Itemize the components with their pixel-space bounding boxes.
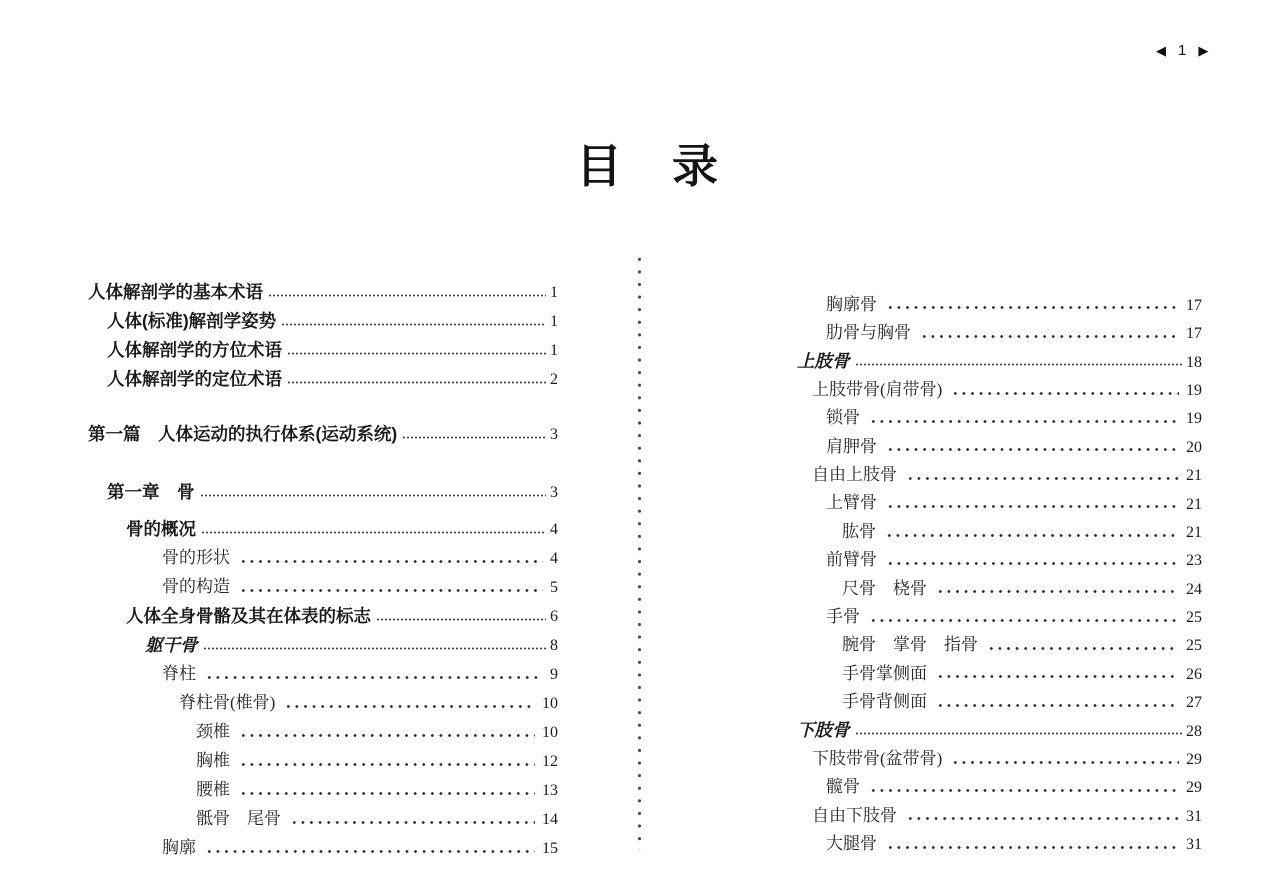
dot-leader xyxy=(920,334,1179,339)
toc-entry-page: 19 xyxy=(1186,410,1202,428)
toc-entry-page: 3 xyxy=(550,484,558,502)
toc-entry xyxy=(797,828,1202,856)
dot-leader xyxy=(869,618,1179,623)
toc-entry-page: 4 xyxy=(550,550,558,568)
dot-leader xyxy=(205,849,535,854)
toc-entry-text: 自由下肢骨 xyxy=(812,805,897,825)
toc-entry xyxy=(797,545,1202,573)
toc-entry-text: 骨的概况 xyxy=(126,518,196,539)
toc-entry xyxy=(797,317,1202,345)
prev-page-button[interactable]: ◀ xyxy=(1156,43,1166,58)
toc-entry xyxy=(797,431,1202,459)
toc-entry xyxy=(88,571,558,600)
toc-entry-text: 上肢骨 xyxy=(797,350,850,371)
toc-entry-text: 胸椎 xyxy=(196,751,230,771)
toc-entry-text: 上臂骨 xyxy=(826,493,877,513)
toc-entry xyxy=(88,305,558,334)
toc-entry-page: 1 xyxy=(550,313,558,331)
toc-entry xyxy=(797,686,1202,714)
toc-entry-text: 肋骨与胸骨 xyxy=(826,323,911,343)
toc-entry xyxy=(88,687,558,716)
toc-entry-page: 23 xyxy=(1186,552,1202,570)
toc-entry-text: 第一章 骨 xyxy=(107,481,195,502)
toc-entry-page: 9 xyxy=(550,666,558,684)
toc-entry-page: 31 xyxy=(1186,836,1202,854)
toc-entry xyxy=(88,803,558,832)
toc-entry xyxy=(88,600,558,629)
toc-entry-page: 5 xyxy=(550,579,558,597)
dot-leader xyxy=(376,617,546,622)
toc-entry-text: 骨的形状 xyxy=(162,548,230,568)
toc-entry xyxy=(797,658,1202,686)
toc-entry-page: 17 xyxy=(1186,325,1202,343)
toc-entry xyxy=(88,363,558,392)
toc-entry-text: 骶骨 尾骨 xyxy=(196,809,281,829)
toc-entry xyxy=(797,289,1202,317)
toc-entry-page: 3 xyxy=(550,426,558,444)
toc-entry-page: 28 xyxy=(1186,722,1202,740)
toc-entry xyxy=(88,774,558,803)
toc-entry-text: 骨的构造 xyxy=(162,577,230,597)
dot-leader xyxy=(203,646,547,651)
dot-leader xyxy=(869,788,1179,793)
toc-entry-page: 20 xyxy=(1186,438,1202,456)
toc-entry-text: 胸廓 xyxy=(162,838,196,858)
toc-entry-page: 10 xyxy=(542,695,558,713)
toc-entry-text: 手骨背侧面 xyxy=(842,692,927,712)
toc-entry-text: 脊柱骨(椎骨) xyxy=(179,693,276,713)
toc-entry xyxy=(797,459,1202,487)
toc-entry xyxy=(88,513,558,542)
toc-entry xyxy=(797,346,1202,374)
toc-entry xyxy=(797,403,1202,431)
toc-entry-page: 21 xyxy=(1186,523,1202,541)
dot-leader xyxy=(886,845,1179,850)
dot-leader xyxy=(287,380,546,385)
dot-leader xyxy=(239,559,543,564)
toc-entry-text: 下肢带骨(盆带骨) xyxy=(812,748,943,768)
dot-leader xyxy=(200,493,547,498)
toc-entry-text: 前臂骨 xyxy=(826,550,877,570)
toc-title: 目 录 xyxy=(576,140,720,192)
dot-leader xyxy=(205,675,543,680)
toc-entry xyxy=(88,542,558,571)
toc-entry xyxy=(88,418,558,447)
toc-entry-text: 手骨 xyxy=(826,607,860,626)
dot-leader xyxy=(239,762,535,767)
dot-leader xyxy=(284,704,535,709)
toc-entry-page: 2 xyxy=(550,371,558,389)
dot-leader xyxy=(886,305,1179,310)
toc-entry-text: 下肢骨 xyxy=(797,720,850,740)
toc-entry-text: 第一篇 人体运动的执行体系(运动系统) xyxy=(88,423,398,444)
toc-entry-page: 1 xyxy=(550,342,558,360)
toc-entry-page: 24 xyxy=(1186,580,1202,598)
toc-entry xyxy=(88,629,558,658)
toc-entry-page: 21 xyxy=(1186,467,1202,485)
dot-leader xyxy=(239,588,543,593)
toc-entry-text: 颈椎 xyxy=(196,722,230,742)
dot-leader xyxy=(855,362,1183,367)
toc-entry xyxy=(88,334,558,363)
toc-entry xyxy=(797,573,1202,601)
toc-entry-page: 21 xyxy=(1186,495,1202,513)
toc-entry-text: 尺骨 桡骨 xyxy=(842,578,927,598)
toc-entry-text: 髋骨 xyxy=(826,777,860,797)
toc-entry xyxy=(88,832,558,861)
toc-column-right xyxy=(797,289,1202,857)
toc-entry-text: 上肢带骨(肩带骨) xyxy=(812,379,943,399)
dot-leader xyxy=(268,293,546,298)
toc-entry-page: 17 xyxy=(1186,296,1202,314)
toc-column-left xyxy=(88,276,558,861)
toc-entry xyxy=(88,745,558,774)
toc-entry xyxy=(797,374,1202,402)
toc-entry-page: 1 xyxy=(550,284,558,302)
toc-entry-text: 人体解剖学的定位术语 xyxy=(107,368,282,389)
dot-leader xyxy=(886,447,1179,452)
toc-entry xyxy=(797,630,1202,658)
toc-entry-text: 锁骨 xyxy=(826,408,860,428)
toc-entry-page: 29 xyxy=(1186,779,1202,797)
toc-entry xyxy=(797,743,1202,771)
dot-leader xyxy=(906,476,1179,481)
toc-entry-page: 25 xyxy=(1186,609,1202,627)
toc-entry-page: 4 xyxy=(550,521,558,539)
toc-entry-text: 肱骨 xyxy=(842,521,876,541)
toc-entry-page: 27 xyxy=(1186,694,1202,712)
toc-entry-text: 肩胛骨 xyxy=(826,436,877,456)
toc-entry-page: 19 xyxy=(1186,381,1202,399)
dot-leader xyxy=(402,435,546,440)
dot-leader xyxy=(239,791,535,796)
dot-leader xyxy=(951,760,1179,765)
toc-entry-text: 腕骨 掌骨 指骨 xyxy=(842,635,978,655)
toc-entry xyxy=(797,715,1202,743)
column-divider-dotted-line xyxy=(637,253,642,850)
toc-entry xyxy=(88,276,558,305)
toc-entry-page: 6 xyxy=(550,608,558,626)
next-page-button[interactable]: ▶ xyxy=(1198,43,1209,58)
toc-entry-page: 25 xyxy=(1186,637,1202,655)
toc-entry-page: 26 xyxy=(1186,665,1202,683)
toc-entry-text: 人体(标准)解剖学姿势 xyxy=(107,310,277,331)
toc-entry-page: 10 xyxy=(542,724,558,742)
toc-entry-text: 手骨掌侧面 xyxy=(842,663,927,683)
toc-entry-text: 大腿骨 xyxy=(826,834,877,854)
page-number: 1 xyxy=(1178,42,1187,59)
toc-entry-text: 躯干骨 xyxy=(145,634,198,655)
dot-leader xyxy=(886,561,1179,566)
toc-entry-text: 胸廓骨 xyxy=(826,294,877,314)
toc-entry-text: 人体解剖学的基本术语 xyxy=(88,281,263,302)
toc-entry-page: 13 xyxy=(542,782,558,800)
toc-entry-page: 15 xyxy=(542,840,558,858)
dot-leader xyxy=(885,533,1179,538)
dot-leader xyxy=(886,504,1179,509)
toc-entry-page: 29 xyxy=(1186,751,1202,769)
dot-leader xyxy=(201,530,546,535)
toc-entry xyxy=(797,772,1202,800)
dot-leader xyxy=(281,322,546,327)
toc-entry xyxy=(88,658,558,687)
dot-leader xyxy=(936,674,1179,679)
toc-entry xyxy=(797,516,1202,544)
dot-leader xyxy=(951,391,1179,396)
toc-entry xyxy=(88,476,558,505)
dot-leader xyxy=(936,703,1179,708)
dot-leader xyxy=(906,816,1179,821)
toc-entry xyxy=(88,716,558,745)
toc-entry xyxy=(797,601,1202,629)
toc-entry-page: 31 xyxy=(1186,807,1202,825)
dot-leader xyxy=(936,589,1179,594)
toc-entry-page: 8 xyxy=(550,637,558,655)
toc-entry xyxy=(797,488,1202,516)
toc-entry-text: 人体解剖学的方位术语 xyxy=(107,339,282,360)
dot-leader xyxy=(290,820,535,825)
dot-leader xyxy=(869,419,1179,424)
page-navigation xyxy=(1156,42,1208,59)
dot-leader xyxy=(855,731,1183,736)
toc-entry-text: 腰椎 xyxy=(196,780,230,800)
toc-entry-page: 14 xyxy=(542,811,558,829)
toc-entry-page: 12 xyxy=(542,753,558,771)
toc-entry-page: 18 xyxy=(1186,353,1202,371)
dot-leader xyxy=(287,351,546,356)
dot-leader xyxy=(987,646,1179,651)
toc-entry-text: 自由上肢骨 xyxy=(812,465,897,485)
toc-entry xyxy=(797,800,1202,828)
toc-entry-text: 脊柱 xyxy=(162,664,196,684)
dot-leader xyxy=(239,733,535,738)
toc-entry-text: 人体全身骨骼及其在体表的标志 xyxy=(126,605,371,626)
